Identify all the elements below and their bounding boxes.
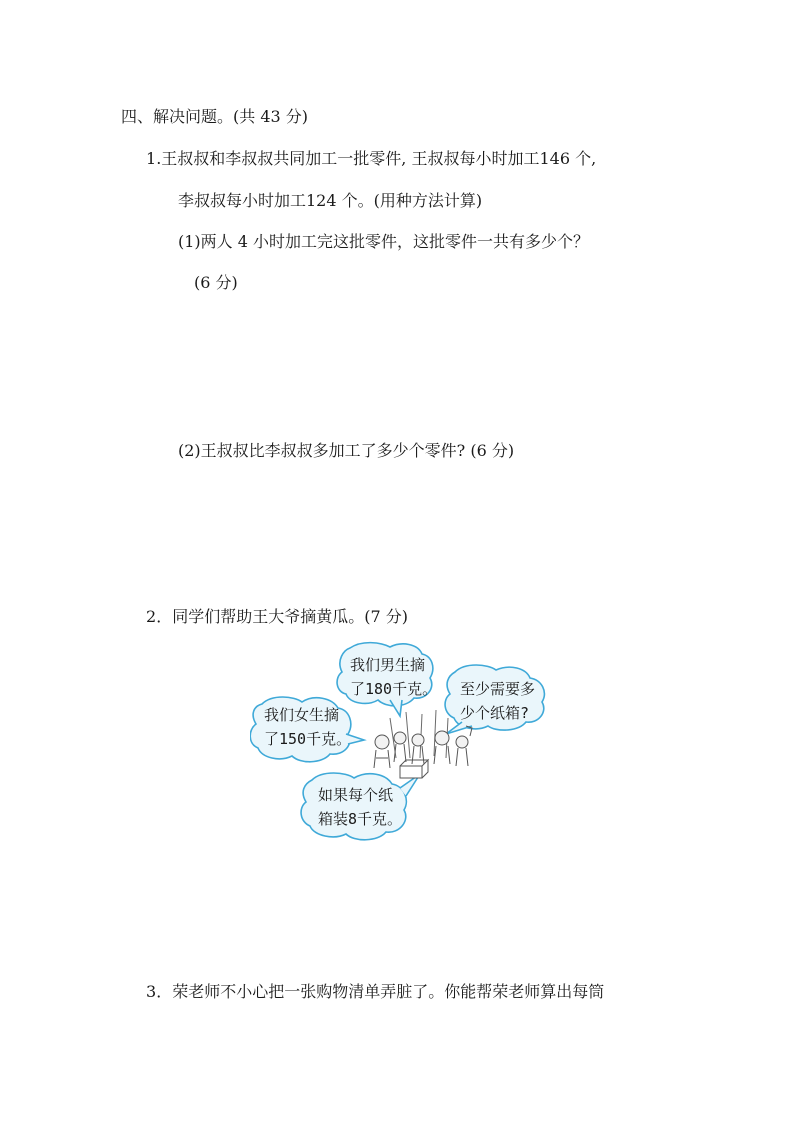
- section-heading: 四、解决问题。(共 43 分): [121, 107, 309, 126]
- girls-speech-bubble: [250, 697, 364, 762]
- girls-bubble-line2: 了150千克。: [264, 730, 352, 748]
- q1-stem-text: 王叔叔和李叔叔共同加工一批零件, 王叔叔每小时加工146 个,: [161, 149, 597, 168]
- q2-stem-text: 同学们帮助王大爷摘黄瓜。(7 分): [172, 607, 408, 626]
- q1-number: 1: [146, 149, 157, 168]
- q1-part1-points: (6 分): [194, 273, 238, 292]
- cucumber-picking-illustration: [250, 638, 580, 848]
- q1-stem-line2: 李叔叔每小时加工124 个。(用种方法计算): [178, 191, 483, 210]
- q2-number: 2: [146, 607, 157, 626]
- question-bubble-line1: 至少需要多: [460, 680, 536, 698]
- boys-speech-bubble: [337, 643, 437, 716]
- q3-stem-text: 荣老师不小心把一张购物清单弄脏了。你能帮荣老师算出每筒: [172, 982, 605, 1001]
- q1-part2: (2)王叔叔比李叔叔多加工了多少个零件? (6 分): [178, 441, 515, 460]
- question-speech-bubble: [445, 665, 544, 734]
- box-speech-bubble: [301, 773, 420, 840]
- box-bubble-line2: 箱装8千克。: [318, 810, 403, 828]
- girls-bubble-line1: 我们女生摘: [264, 706, 340, 724]
- boys-bubble-line1: 我们男生摘: [350, 656, 426, 674]
- boys-bubble-line2: 了180千克。: [350, 680, 438, 698]
- q1-stem-line1: 1.王叔叔和李叔叔共同加工一批零件, 王叔叔每小时加工146 个,: [146, 149, 597, 168]
- q3-stem-line1: 3．荣老师不小心把一张购物清单弄脏了。你能帮荣老师算出每筒: [146, 982, 605, 1001]
- q3-number: 3: [146, 982, 157, 1001]
- question-bubble-line2: 少个纸箱?: [460, 704, 530, 722]
- box-bubble-line1: 如果每个纸: [318, 786, 394, 804]
- q1-part1-line1: (1)两人 4 小时加工完这批零件，这批零件一共有多少个？: [178, 232, 590, 251]
- q2-stem-line: 2．同学们帮助王大爷摘黄瓜。(7 分): [146, 607, 408, 626]
